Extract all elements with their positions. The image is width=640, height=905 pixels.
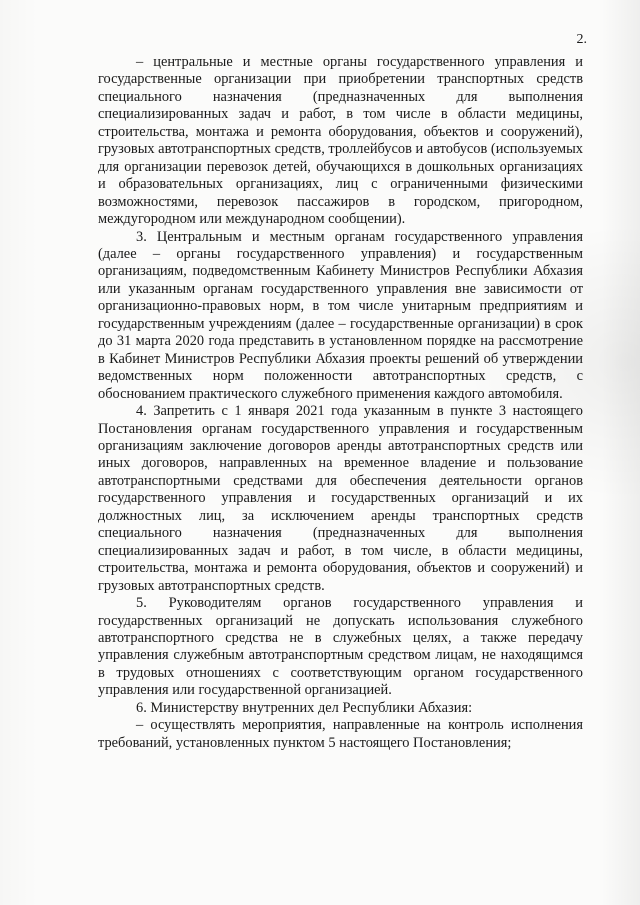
paragraph-6: 6. Министерству внутренних дел Республики Абхазия: [136,699,473,716]
paragraph-4: 4. Запретить с 1 января 2021 года указанным в пункте 3 настоящего Постановления органам государственного управления и государственным организациям заключение договоров аренды автотранспортных средств или иных договоров, направленных на временное владение и пользование автотранспортными средствами для обеспечения деятельности органов государственного управления и государственных организаций и их должностных лиц, за исключением аренды транспортных средств специального назначения (предназначенных для выполнения специализированных задач и работ, в том числе, в области медицины, строительства, монтажа и ремонта оборудования, объектов и сооружений) и грузовых автотранспортных средств. [98,403,583,594]
paragraph-6-bullet: – осуществлять мероприятия, направленные на контроль исполнения требований, установленных пунктом 5 настоящего Постановления; [98,717,583,751]
paragraph-bullet-central-organs: – центральные и местные органы государственного управления и государственные организации при приобретении транспортных средств специального назначения (предназначенных для выполнения специализированных задач и работ, в том числе в области медицины, строительства, монтажа и ремонта оборудования, объектов и сооружений), грузовых автотранспортных средств, троллейбусов и автобусов (используемых для организации перевозок детей, обучающихся в дошкольных организациях и образовательных организациях, лиц с ограниченными физическими возможностями, перевозок пассажиров в городском, пригородном, междугородном или международном сообщении). [98,54,583,228]
document-body [98,54,583,752]
page-number: 2. [576,32,587,47]
paragraph-3: 3. Центральным и местным органам государственного управления (далее – органы государственного управления) и государственным организациям, подведомственным Кабинету Министров Республики Абхазия или указанным органам государственного управления вне зависимости от организационно-правовых норм, в том числе унитарным предприятиям и государственным учреждениям (далее – государственные организации) в срок до 31 марта 2020 года представить в установленном порядке на рассмотрение в Кабинет Министров Республики Абхазия проекты решений об утверждении ведомственных норм положенности автотранспортных средств, с обоснованием практического служебного применения каждого автомобиля. [98,228,583,402]
paragraph-5: 5. Руководителям органов государственного управления и государственных организаций не допускать использования служебного автотранспортного средства не в служебных целях, а также передачу управления служебным автотранспортным средством лицам, не находящимся в трудовых отношениях с соответствующим органом государственного управления или государственной организацией. [98,595,583,699]
